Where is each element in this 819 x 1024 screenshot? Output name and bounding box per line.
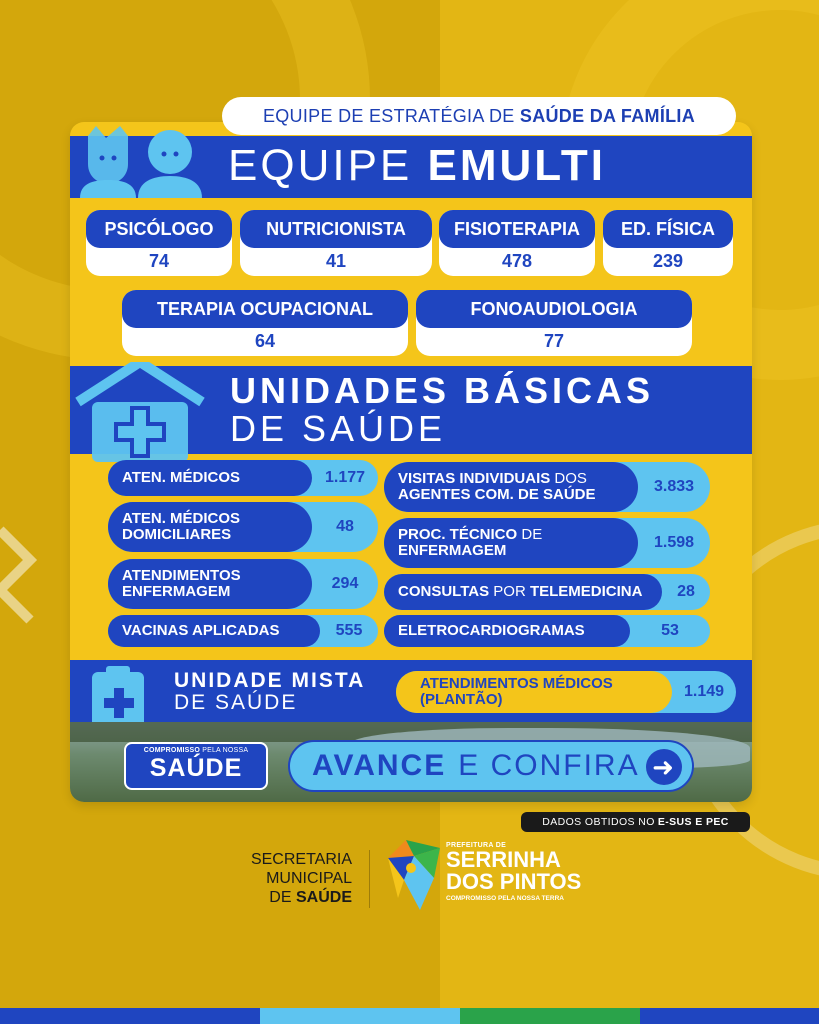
ubs-stat-aten-medicos [108,460,378,496]
ubs-stat-label-line1-thin: DE [521,526,543,543]
ubs-stat-atendimentos-enfermagem [108,559,378,609]
mista-title [174,670,365,714]
source-note [521,812,750,832]
header-pill-prefix: EQUIPE DE ESTRATÉGIA DE [262,105,515,126]
ubs-stat-label: ATEN. MÉDICOS [108,460,312,496]
emulti-card-value: 64 [254,330,276,351]
secretaria-line3-b: SAÚDE [295,889,352,906]
ubs-stat-value: 555 [335,622,363,639]
mista-stat-atendimentos-medicos [396,671,736,713]
arrow-right-icon: ➜ [646,749,682,785]
background-zigzag [0,520,60,640]
ubs-stat-aten-medicos-domiciliares [108,502,378,552]
ubs-stat-label [108,502,312,552]
saude-text: SAÚDE [149,754,243,782]
ubs-stat-label-line1 [398,527,542,543]
prefeitura-line1: SERRINHA [446,847,561,872]
ubs-band [70,366,752,454]
ubs-stat-value: 53 [661,622,679,639]
ubs-title-line1: UNIDADES BÁSICAS [230,370,655,411]
ubs-stat-label [108,559,312,609]
emulti-card-label: FONOAUDIOLOGIA [416,290,692,328]
main-card [70,122,752,802]
emulti-title-bold: EMULTI [427,141,607,190]
prefeitura-tagline: COMPROMISSO PELA NOSSA TERRA [446,895,564,902]
people-icon [76,122,206,198]
header-pill-bold: SAÚDE DA FAMÍLIA [519,105,696,126]
mista-stat-value: 1.149 [683,683,725,700]
ubs-stat-label-line2: AGENTES COM. DE SAÚDE [398,486,596,503]
ubs-stat-eletrocardiogramas [384,615,710,647]
ubs-stat-value: 294 [331,575,359,592]
ubs-stat-label [384,518,638,568]
prefeitura-logo-text [446,842,581,902]
emulti-card-psicologo [86,210,232,276]
secretaria-line3 [240,888,352,907]
ubs-stat-visitas-individuais [384,462,710,512]
emulti-card-fisioterapia [439,210,595,276]
ubs-stat-value: 1.177 [324,469,366,486]
emulti-card-fonoaudiologia [416,290,692,356]
mista-title-line2: DE SAÚDE [174,691,298,714]
ubs-stat-label [384,574,662,610]
emulti-card-value: 239 [652,250,684,271]
header-pill [222,97,736,135]
emulti-title [228,141,606,191]
ubs-stat-label [384,462,638,512]
ubs-stat-value: 48 [336,518,354,535]
footer-divider [369,850,370,908]
ubs-stat-value: 3.833 [653,478,695,495]
ubs-stat-value: 28 [677,583,695,600]
compromisso-text-b: PELA NOSSA [202,747,249,754]
ubs-stat-label-part-c: TELEMEDICINA [529,583,643,600]
secretaria-logo-text [240,850,352,907]
ubs-stat-label-line1-thin: DOS [554,470,587,487]
emulti-card-ed-fisica [603,210,733,276]
mista-stat-label-line2: (PLANTÃO) [420,691,503,708]
ubs-stat-label-line2: ENFERMAGEM [398,542,507,559]
prefeitura-line2: DOS PINTOS [446,869,582,894]
emulti-card-label: TERAPIA OCUPACIONAL [122,290,408,328]
ubs-stat-label-line1: ATENDIMENTOS [122,567,241,584]
confira-text: E CONFIRA [458,749,640,782]
compromisso-saude-badge [124,742,268,790]
emulti-title-regular: EQUIPE [228,141,413,190]
ubs-stat-label-line1: ATEN. MÉDICOS [122,510,241,527]
footer-stripe [0,1008,819,1024]
ubs-stat-value: 1.598 [653,534,695,551]
emulti-card-value: 478 [501,250,533,271]
ubs-stat-label-part-b: POR [493,583,526,600]
ubs-stat-vacinas-aplicadas [108,615,378,647]
emulti-card-label: PSICÓLOGO [86,210,232,248]
emulti-card-label: FISIOTERAPIA [439,210,595,248]
ubs-stat-label: VACINAS APLICADAS [108,615,320,647]
emulti-card-nutricionista [240,210,432,276]
ubs-stat-label-line2: DOMICILIARES [122,526,232,543]
compromisso-text [126,747,266,754]
source-note-bold: E-SUS E PEC [657,816,729,828]
emulti-card-value: 41 [325,250,347,271]
ubs-stat-label-part-a: CONSULTAS [398,583,490,600]
emulti-card-label: NUTRICIONISTA [240,210,432,248]
compromisso-text-a: COMPROMISSO [143,747,201,754]
emulti-card-value: 74 [148,250,170,271]
emulti-band [70,136,752,198]
ubs-stat-label: ELETROCARDIOGRAMAS [384,615,630,647]
municipal-logo-icon [384,838,442,912]
ubs-stat-consultas-telemedicina [384,574,710,610]
emulti-card-value: 77 [543,330,565,351]
avance-text: AVANCE [312,749,447,782]
prefeitura-small: PREFEITURA DE [446,842,507,849]
secretaria-line2: MUNICIPAL [266,870,352,887]
mista-stat-label [396,671,672,713]
ubs-stat-label-line2: ENFERMAGEM [122,583,231,600]
ubs-title [230,372,654,448]
avance-confira-button[interactable] [288,740,694,792]
ubs-stat-proc-tecnico [384,518,710,568]
ubs-stat-label-line1 [398,471,587,487]
mista-stat-label-line1: ATENDIMENTOS MÉDICOS [420,675,613,692]
ubs-stat-label-line1-bold: VISITAS INDIVIDUAIS [398,470,551,487]
secretaria-line3-a: DE [269,889,292,906]
emulti-card-label: ED. FÍSICA [603,210,733,248]
mista-band [70,660,752,722]
mista-title-line1: UNIDADE MISTA [174,669,366,692]
source-note-prefix: DADOS OBTIDOS NO [542,816,655,828]
ubs-stat-label-line1-bold: PROC. TÉCNICO [398,526,518,543]
house-plus-icon [70,362,210,462]
ubs-title-line2: DE SAÚDE [230,408,447,449]
secretaria-line1: SECRETARIA [250,851,352,868]
emulti-card-terapia-ocupacional [122,290,408,356]
clipboard-plus-icon [84,664,154,730]
